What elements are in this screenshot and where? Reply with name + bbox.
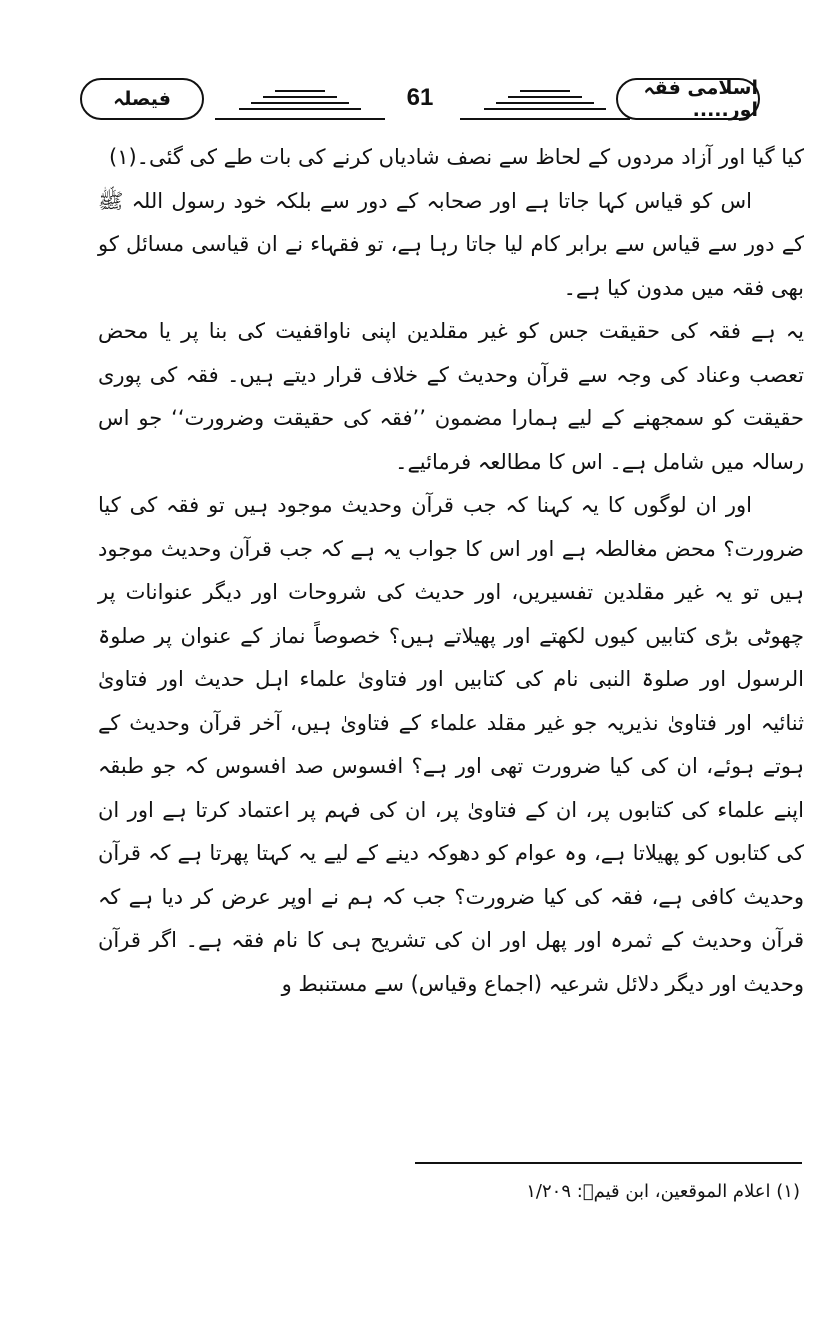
- decorative-rule-right: [460, 88, 630, 128]
- page-header: [70, 70, 760, 130]
- decorative-rule-left: [215, 88, 385, 128]
- book-title: اسلامی فقہ اور.....: [616, 78, 760, 120]
- main-text: [98, 136, 804, 1006]
- footnote-divider: [415, 1162, 802, 1164]
- footnote: (۱) اعلام الموقعین، ابن قیمؒ: ۱/۲۰۹: [526, 1181, 800, 1202]
- paragraph: کیا گیا اور آزاد مردوں کے لحاظ سے نصف شادیاں کرنے کی بات طے کی گئی۔(۱): [109, 145, 804, 169]
- paragraph: اور ان لوگوں کا یہ کہنا کہ جب قرآن وحدیث موجود ہیں تو فقہ کی کیا ضرورت؟ محض مغالطہ ہے اور اس کا جواب یہ ہے کہ جب قرآن وحدیث موجود ہیں تو یہ غیر مقلدین تفسیریں، اور حدیث کی شروحات اور دیگر عنوانات پر چھوٹی بڑی کتابیں کیوں لکھتے اور پھیلاتے ہیں؟ خصوصاً نماز کے عنوان پر صلوۃ الرسول اور صلوۃ النبی نام کی کتابیں اور فتاویٰ علماء اہل حدیث اور فتاویٰ ثنائیہ اور فتاویٰ نذیریہ جو غیر مقلد علماء کے فتاویٰ ہیں، آخر قرآن وحدیث کے ہوتے ہوئے، ان کی کیا ضرورت تھی اور ہے؟ افسوس صد افسوس کہ جو طبقہ اپنے علماء کی کتابوں پر، ان کے فتاویٰ پر، ان کی فہم پر اعتماد کرتا ہے اور ان کی کتابوں کو پھیلاتا ہے، وہ عوام کو دھوکہ دینے کے لیے یہ کہتا پھرتا ہے کہ قرآن وحدیث کافی ہے، فقہ کی کیا ضرورت؟ جب کہ ہم نے اوپر عرض کر دیا ہے کہ قرآن وحدیث کے ثمرہ اور پھل اور ان کی تشریح ہی کا نام فقہ ہے۔ اگر قرآن وحدیث اور دیگر دلائل شرعیہ (اجماع وقیاس) سے مستنبط و: [98, 493, 804, 996]
- paragraph: یہ ہے فقہ کی حقیقت جس کو غیر مقلدین اپنی ناواقفیت کی بنا پر یا محض تعصب وعناد کی وجہ سے قرآن وحدیث کے خلاف قرار دیتے ہیں۔ فقہ کی پوری حقیقت کو سمجھنے کے لیے ہمارا مضمون ’’فقہ کی حقیقت وضرورت‘‘ جو اس رسالہ میں شامل ہے۔ اس کا مطالعہ فرمائیے۔: [98, 319, 804, 474]
- page-number: 61: [406, 84, 434, 111]
- paragraph: اس کو قیاس کہا جاتا ہے اور صحابہ کے دور سے بلکہ خود رسول اللہ ﷺ کے دور سے قیاس سے برابر کام لیا جاتا رہا ہے، تو فقہاء نے ان قیاسی مسائل کو بھی فقہ میں مدون کیا ہے۔: [98, 188, 804, 300]
- chapter-tag: فیصلہ: [80, 78, 204, 120]
